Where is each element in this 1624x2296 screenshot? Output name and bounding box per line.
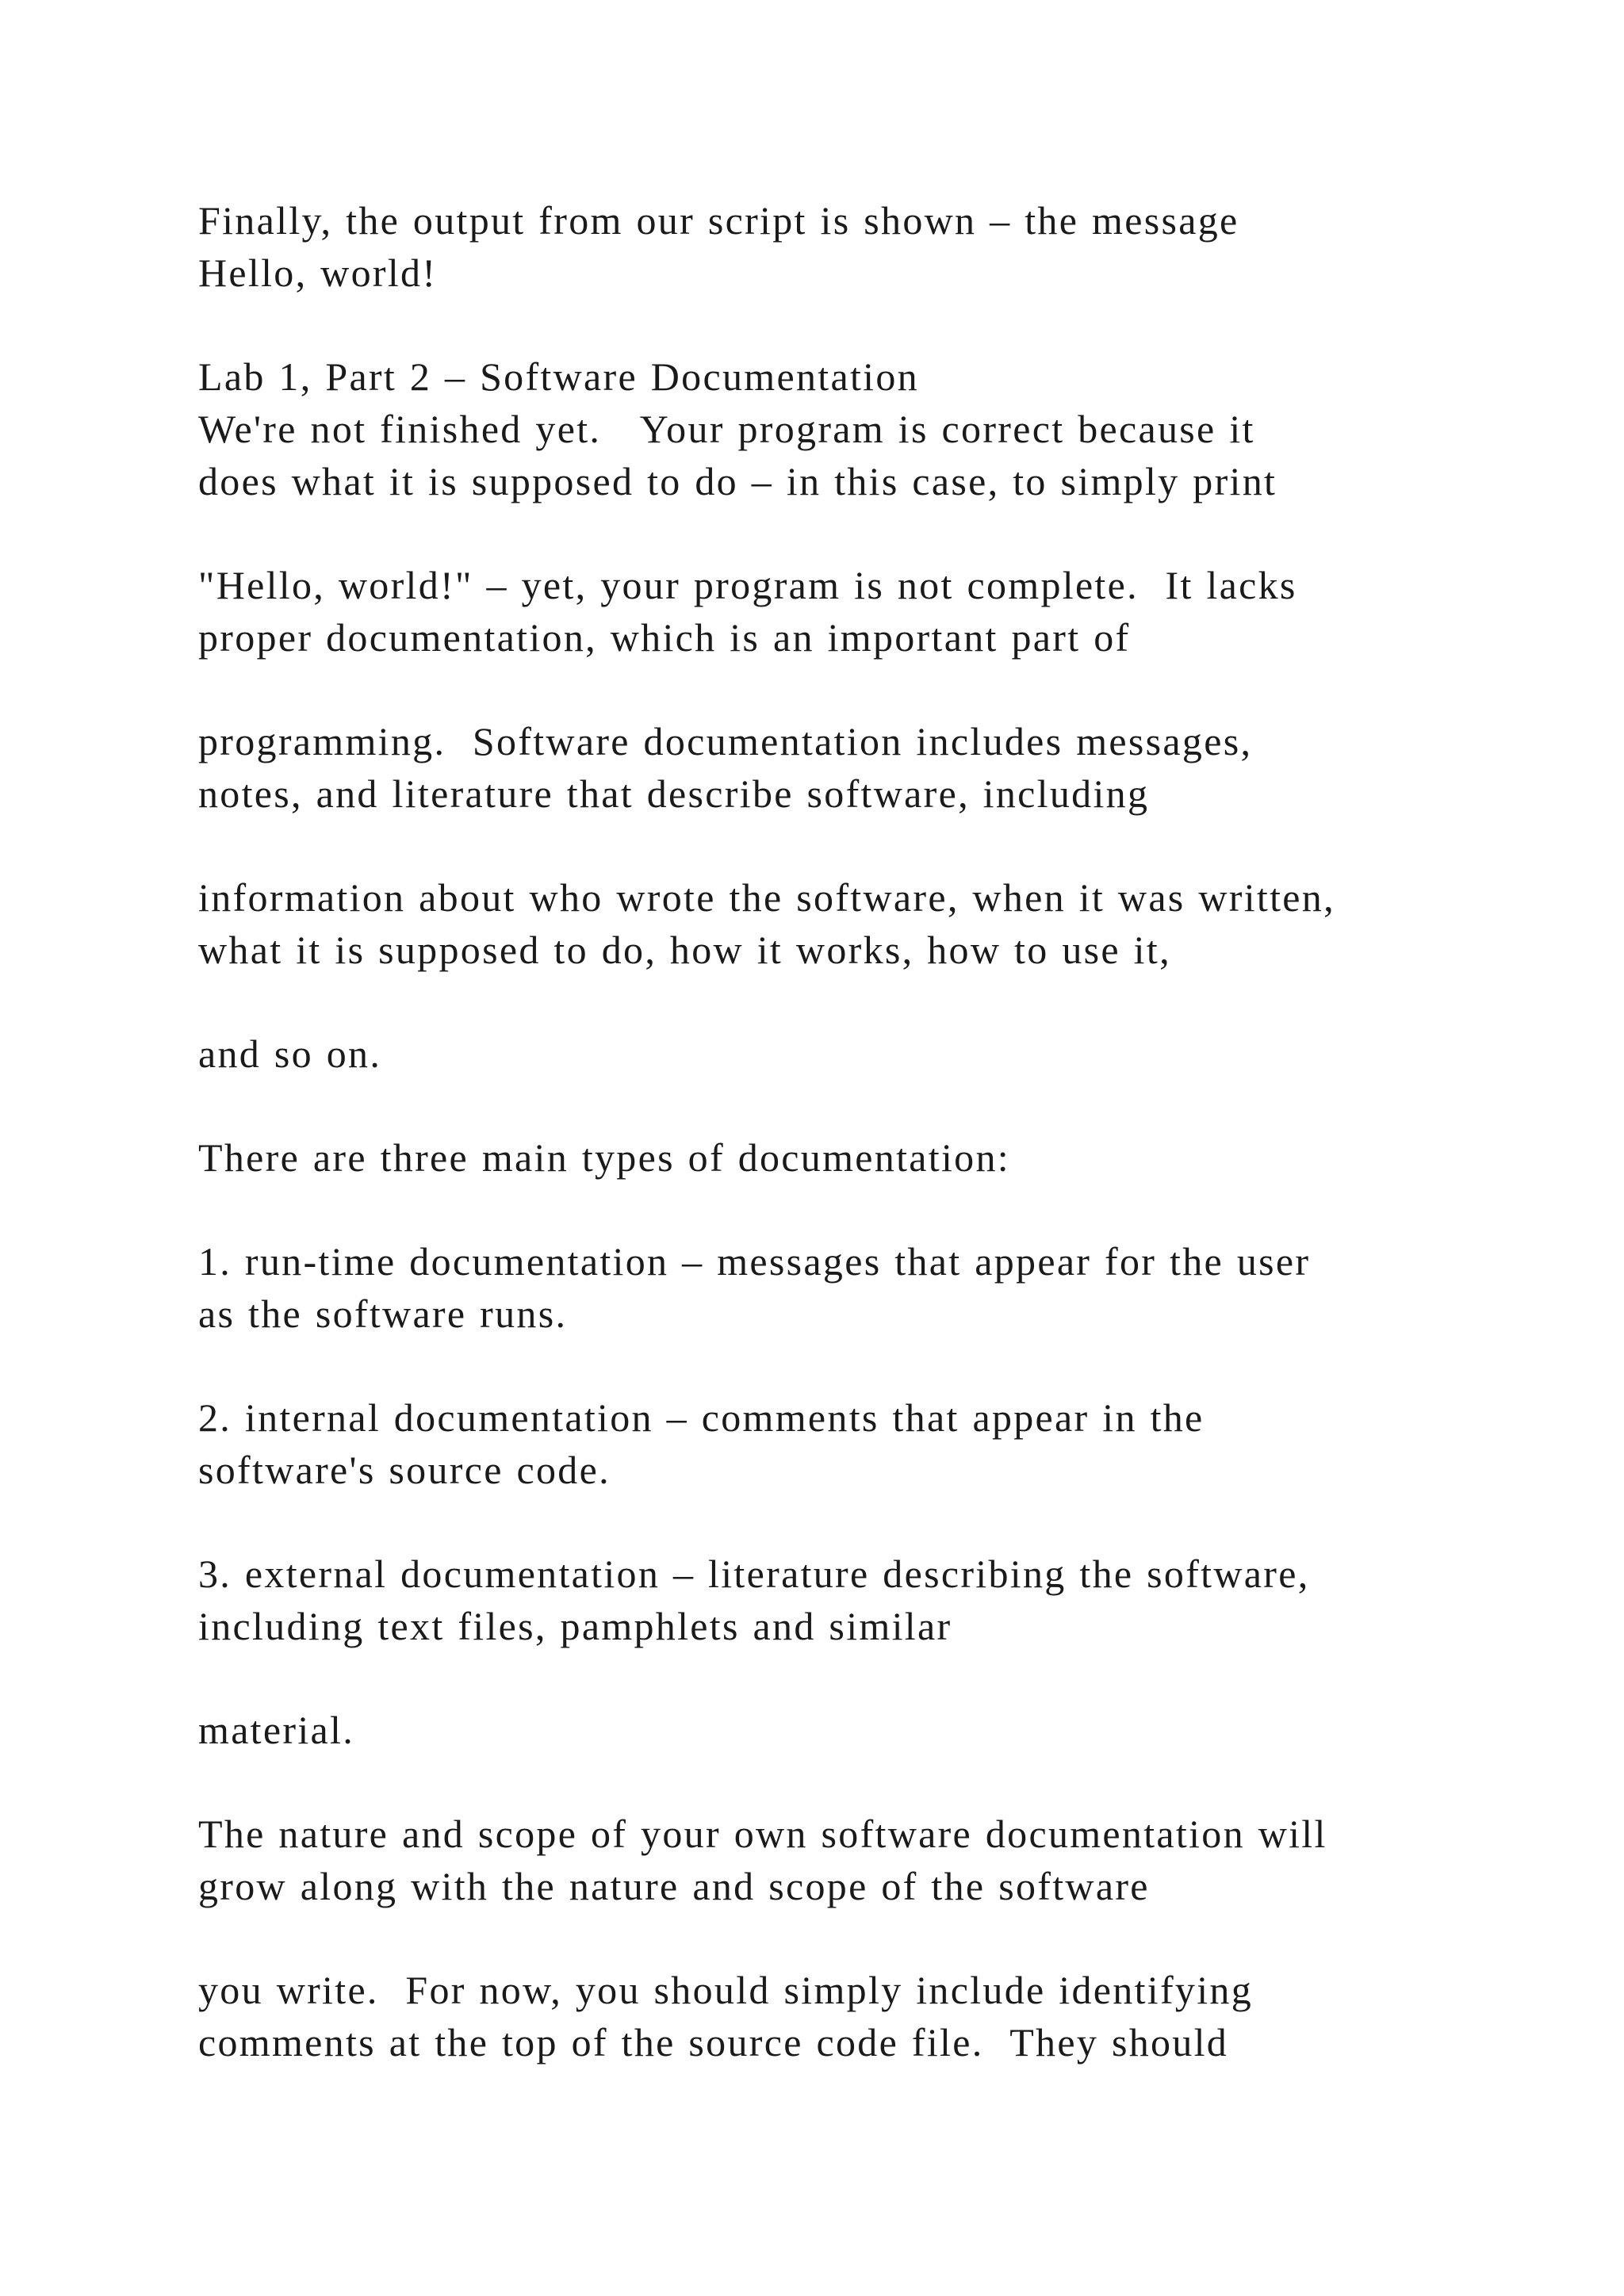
blank-line (198, 820, 1562, 871)
text-line: comments at the top of the source code file. They should (198, 2020, 1229, 2064)
blank-line (198, 1080, 1562, 1131)
blank-line (198, 1184, 1562, 1235)
list-item: 2. internal documentation – comments that appear in the (198, 1395, 1205, 1440)
list-item: 3. external documentation – literature describing the software, (198, 1552, 1310, 1596)
blank-line (198, 299, 1562, 350)
text-line: you write. For now, you should simply include identifying (198, 1968, 1254, 2012)
body-text (198, 194, 1562, 2068)
text-line: proper documentation, which is an important part of (198, 615, 1131, 660)
blank-line (198, 507, 1562, 559)
text-line: Finally, the output from our script is shown – the message (198, 198, 1239, 243)
blank-line (198, 1912, 1562, 1964)
blank-line (198, 1340, 1562, 1391)
text-line: does what it is supposed to do – in this case, to simply print (198, 459, 1277, 503)
text-line: as the software runs. (198, 1292, 568, 1336)
blank-line (198, 976, 1562, 1027)
text-line: There are three main types of documentation: (198, 1135, 1010, 1180)
text-line: "Hello, world!" – yet, your program is not complete. It lacks (198, 563, 1297, 607)
text-line: material. (198, 1708, 354, 1752)
text-line: Hello, world! (198, 251, 438, 295)
text-line: software's source code. (198, 1448, 611, 1492)
text-line: including text files, pamphlets and similar (198, 1604, 952, 1648)
text-line: programming. Software documentation includes messages, (198, 719, 1253, 763)
text-line: information about who wrote the software, when it was written, (198, 875, 1335, 920)
text-line: grow along with the nature and scope of the software (198, 1864, 1150, 1908)
text-line: We're not finished yet. Your program is correct because it (198, 407, 1255, 451)
blank-line (198, 1496, 1562, 1548)
list-item: 1. run-time documentation – messages that appear for the user (198, 1239, 1311, 1284)
text-line: and so on. (198, 1031, 382, 1076)
blank-line (198, 1756, 1562, 1808)
blank-line (198, 664, 1562, 715)
text-line: The nature and scope of your own software documentation will (198, 1812, 1327, 1856)
text-line: notes, and literature that describe software, including (198, 771, 1150, 816)
text-line: what it is supposed to do, how it works, how to use it, (198, 928, 1171, 972)
blank-line (198, 1652, 1562, 1704)
section-heading: Lab 1, Part 2 – Software Documentation (198, 354, 919, 399)
